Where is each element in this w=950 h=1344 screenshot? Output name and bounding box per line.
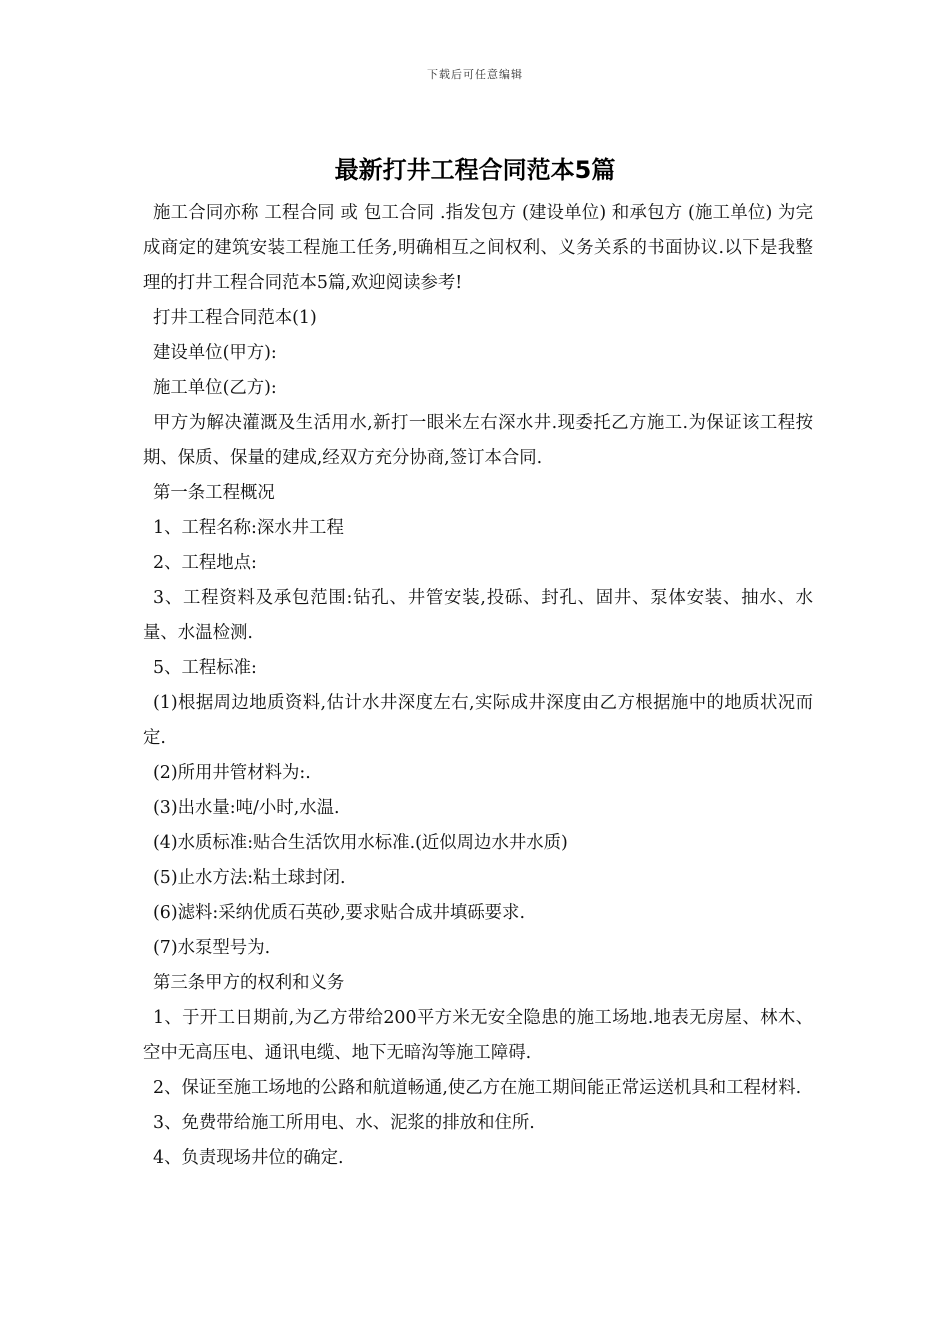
paragraph-item: (4)水质标准:贴合生活饮用水标准.(近似周边水井水质) [153, 833, 568, 853]
paragraph-item: 3、免费带给施工所用电、水、泥浆的排放和住所. [153, 1113, 535, 1133]
paragraph-item: (7)水泵型号为. [153, 938, 271, 958]
paragraph-party-b: 施工单位(乙方): [153, 378, 277, 398]
paragraph-intro: 施工合同亦称 工程合同 或 包工合同 .指发包方 (建设单位) 和承包方 (施工单位) 为完成商定的建筑安装工程施工任务,明确相互之间权利、义务关系的书面协议.以下是我整理的打井工程合同范本5篇,欢迎阅读参考! [143, 203, 813, 293]
paragraph-contract-heading: 打井工程合同范本(1) [153, 308, 317, 328]
document-title: 最新打井工程合同范本5篇 [334, 156, 616, 184]
paragraph-item: (5)止水方法:粘土球封闭. [153, 868, 346, 888]
paragraph-item: 5、工程标准: [153, 658, 257, 678]
paragraph-item: 3、工程资料及承包范围:钻孔、井管安装,投砾、封孔、固井、泵体安装、抽水、水量、水温检测. [143, 588, 813, 643]
paragraph-item: (2)所用井管材料为:. [153, 763, 311, 783]
paragraph-party-a: 建设单位(甲方): [153, 343, 277, 363]
paragraph-purpose: 甲方为解决灌溉及生活用水,新打一眼米左右深水井.现委托乙方施工.为保证该工程按期、保质、保量的建成,经双方充分协商,签订本合同. [143, 413, 813, 468]
header-note: 下载后可任意编辑 [427, 68, 523, 81]
paragraph-article-1: 第一条工程概况 [153, 483, 275, 503]
paragraph-item: (1)根据周边地质资料,估计水井深度左右,实际成井深度由乙方根据施中的地质状况而定. [143, 693, 813, 748]
paragraph-item: (3)出水量:吨/小时,水温. [153, 798, 340, 818]
paragraph-item: 2、保证至施工场地的公路和航道畅通,使乙方在施工期间能正常运送机具和工程材料. [153, 1078, 802, 1098]
paragraph-item: 1、于开工日期前,为乙方带给200平方米无安全隐患的施工场地.地表无房屋、林木、空中无高压电、通讯电缆、地下无暗沟等施工障碍. [143, 1008, 813, 1063]
paragraph-item: 2、工程地点: [153, 553, 257, 573]
paragraph-item: 1、工程名称:深水井工程 [153, 518, 344, 538]
paragraph-article-3: 第三条甲方的权利和义务 [153, 973, 345, 993]
paragraph-item: 4、负责现场井位的确定. [153, 1148, 344, 1168]
document-body [143, 196, 813, 1176]
paragraph-item: (6)滤料:采纳优质石英砂,要求贴合成井填砾要求. [153, 903, 525, 923]
